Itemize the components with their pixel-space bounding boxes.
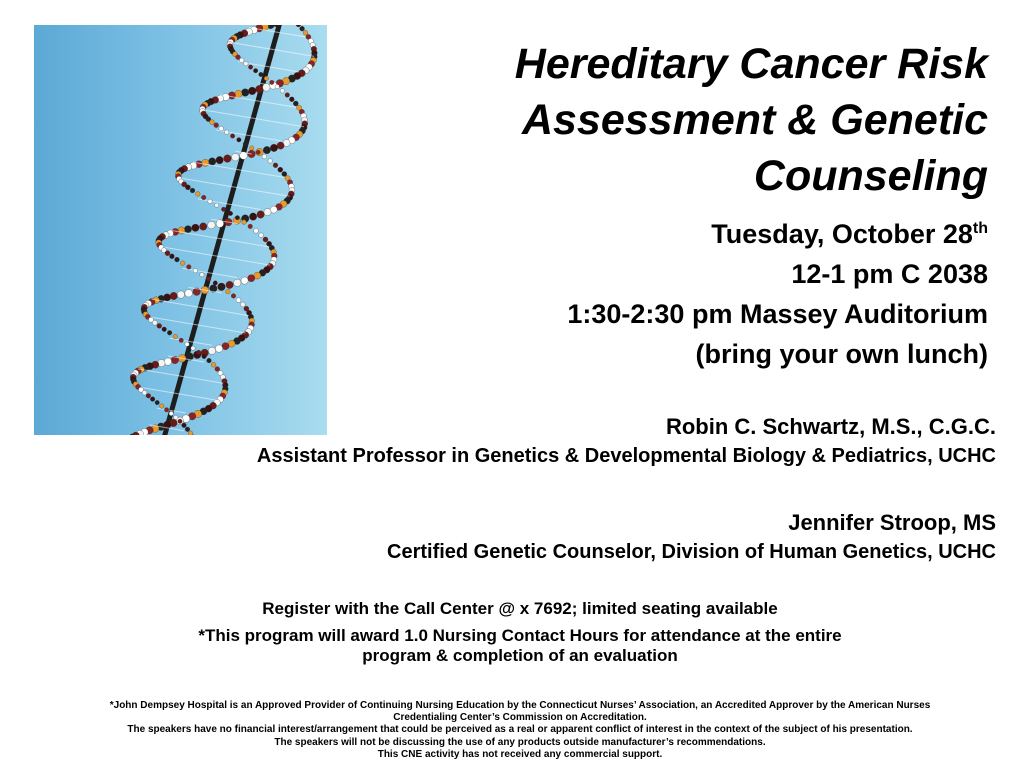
dna-atom bbox=[250, 146, 254, 150]
dna-atom bbox=[164, 358, 171, 365]
dna-atom bbox=[182, 423, 187, 428]
dna-atom bbox=[155, 400, 159, 404]
dna-atom bbox=[239, 58, 244, 63]
dna-double-helix-image bbox=[34, 25, 327, 435]
dna-atom bbox=[273, 163, 278, 168]
fine-print-line-3: The speakers have no financial interest/arrangement that could be perceived as a real or apparent conflict of interest in the context of the subject of his presentation. bbox=[127, 724, 913, 735]
dna-atom bbox=[236, 298, 241, 303]
dna-atom bbox=[243, 142, 247, 146]
dna-atom bbox=[263, 84, 271, 92]
dna-atom bbox=[224, 130, 229, 135]
dna-atom bbox=[240, 302, 245, 307]
register-text: Register with the Call Center @ x 7692; limited seating available bbox=[262, 599, 778, 618]
dna-atom bbox=[201, 195, 206, 200]
dna-atom bbox=[264, 76, 268, 80]
dna-atom bbox=[232, 153, 240, 161]
dna-atom bbox=[248, 224, 253, 229]
dna-atom bbox=[259, 233, 264, 238]
dna-atom bbox=[146, 394, 151, 399]
dna-atom bbox=[187, 265, 192, 270]
dna-atom bbox=[150, 397, 155, 402]
dna-atom bbox=[235, 90, 242, 97]
dna-atom bbox=[263, 146, 270, 153]
dna-atom bbox=[197, 350, 201, 354]
dna-atom bbox=[228, 211, 232, 215]
dna-atom bbox=[191, 346, 195, 350]
dna-atom bbox=[268, 159, 273, 164]
dna-atom bbox=[180, 261, 185, 266]
dna-atom bbox=[253, 69, 257, 73]
dna-atom bbox=[173, 334, 177, 338]
dna-atom bbox=[293, 101, 298, 106]
dna-atom bbox=[179, 338, 183, 342]
fine-print-line-5: This CNE activity has not received any commercial support. bbox=[377, 749, 663, 760]
dna-atom bbox=[192, 224, 199, 231]
dna-atom bbox=[165, 251, 170, 256]
accreditation-fine-print bbox=[30, 700, 1010, 761]
session-1: 12-1 pm C 2038 bbox=[791, 259, 988, 289]
dna-atom bbox=[282, 172, 287, 177]
dna-atom bbox=[244, 61, 249, 66]
dna-atom bbox=[263, 237, 268, 242]
dna-atom bbox=[190, 188, 195, 193]
schedule-block bbox=[388, 214, 988, 374]
event-date-main: Tuesday, October 28 bbox=[711, 219, 973, 249]
dna-atom bbox=[160, 404, 164, 408]
dna-atom bbox=[220, 285, 224, 289]
dna-atom bbox=[193, 269, 197, 273]
speaker-2-role: Certified Genetic Counselor, Division of Human Genetics, UCHC bbox=[387, 541, 996, 563]
dna-atom bbox=[226, 281, 233, 288]
dna-atom bbox=[216, 156, 223, 163]
dna-atom bbox=[219, 126, 224, 131]
dna-atom bbox=[264, 209, 271, 216]
speaker-1 bbox=[257, 412, 996, 470]
dna-atom bbox=[222, 343, 229, 350]
session-2: 1:30-2:30 pm Massey Auditorium bbox=[567, 299, 988, 329]
dna-atom bbox=[196, 192, 201, 197]
dna-atom bbox=[162, 327, 167, 332]
dna-atom bbox=[235, 216, 239, 220]
dna-atom bbox=[188, 431, 193, 435]
dna-atom bbox=[270, 144, 277, 151]
title-line-2: Assessment & Genetic bbox=[521, 96, 988, 144]
dna-atom bbox=[285, 93, 290, 98]
dna-atom bbox=[231, 294, 236, 299]
event-date-suffix: th bbox=[972, 220, 988, 237]
dna-atom bbox=[184, 226, 191, 233]
dna-atom bbox=[248, 275, 255, 282]
lunch-note: (bring your own lunch) bbox=[695, 339, 988, 369]
dna-atom bbox=[178, 419, 182, 423]
dna-atom bbox=[300, 26, 305, 31]
dna-atom bbox=[185, 342, 189, 346]
fine-print-line-4: The speakers will not be discussing the use of any products outside manufacturer’s recommendations. bbox=[274, 736, 766, 748]
dna-atom bbox=[277, 142, 284, 149]
dna-atom bbox=[169, 411, 173, 415]
dna-atom bbox=[296, 25, 301, 27]
dna-atom bbox=[211, 362, 216, 367]
title-line-1: Hereditary Cancer Risk bbox=[514, 40, 988, 88]
dna-atom bbox=[200, 223, 207, 230]
title-line-3: Counseling bbox=[753, 152, 988, 200]
dna-atom bbox=[280, 89, 285, 94]
dna-atom bbox=[202, 354, 207, 359]
dna-atom bbox=[256, 85, 264, 93]
dna-atom bbox=[241, 277, 248, 284]
dna-atom bbox=[213, 281, 217, 285]
dna-atom bbox=[215, 367, 220, 372]
dna-atom bbox=[142, 390, 147, 395]
dna-atom bbox=[249, 213, 256, 220]
dna-atom bbox=[226, 289, 231, 294]
dna-atom bbox=[257, 211, 264, 218]
dna-atom bbox=[185, 289, 193, 297]
dna-atom bbox=[248, 87, 256, 95]
dna-atom bbox=[174, 415, 178, 419]
dna-atom bbox=[256, 150, 260, 154]
dna-atom bbox=[254, 228, 259, 233]
dna-atom bbox=[207, 358, 212, 363]
dna-atom bbox=[237, 138, 241, 142]
dna-atom bbox=[278, 167, 283, 172]
dna-atom bbox=[207, 277, 211, 281]
dna-atom bbox=[236, 55, 241, 60]
dna-atom bbox=[208, 199, 212, 203]
dna-atom bbox=[270, 206, 277, 213]
fine-print-line-2: Credentialing Center’s Commission on Accreditation. bbox=[393, 711, 647, 723]
registration-info bbox=[30, 598, 1010, 666]
dna-atom bbox=[289, 97, 294, 102]
contact-hours-line-1: *This program will award 1.0 Nursing Contact Hours for attendance at the entire bbox=[198, 626, 842, 645]
dna-atom bbox=[230, 134, 234, 138]
dna-atom bbox=[202, 159, 209, 166]
dna-atom bbox=[167, 331, 172, 336]
dna-atom bbox=[262, 154, 267, 159]
dna-atom bbox=[152, 320, 157, 325]
dna-atom bbox=[164, 408, 168, 412]
dna-atom bbox=[270, 80, 274, 84]
dna-atom bbox=[234, 279, 241, 286]
speaker-2 bbox=[387, 508, 996, 566]
dna-atom bbox=[215, 203, 219, 207]
dna-atom bbox=[200, 273, 204, 277]
fine-print-line-1: *John Dempsey Hospital is an Approved Provider of Continuing Nursing Education by the Connecticut Nurses’ Association, an Accredited Approver by the American Nurses bbox=[109, 700, 931, 711]
dna-atom bbox=[185, 427, 190, 432]
dna-atom bbox=[170, 292, 177, 299]
dna-atom bbox=[303, 30, 308, 35]
dna-atom bbox=[214, 123, 219, 128]
event-date bbox=[388, 214, 988, 254]
dna-atom bbox=[170, 254, 175, 259]
dna-atom bbox=[215, 345, 222, 352]
dna-atom bbox=[157, 324, 162, 329]
dna-atom bbox=[208, 221, 216, 229]
contact-hours-note bbox=[30, 626, 1010, 666]
speaker-1-name: Robin C. Schwartz, M.S., C.G.C. bbox=[665, 414, 996, 439]
dna-atom bbox=[210, 120, 215, 125]
dna-atom bbox=[175, 257, 180, 262]
speaker-1-role: Assistant Professor in Genetics & Developmental Biology & Pediatrics, UCHC bbox=[256, 445, 996, 467]
contact-hours-line-2: program & completion of an evaluation bbox=[362, 646, 678, 665]
flyer-title bbox=[388, 36, 988, 204]
dna-atom bbox=[241, 89, 249, 97]
dna-atom bbox=[209, 158, 216, 165]
dna-atom bbox=[221, 207, 225, 211]
dna-atom bbox=[259, 72, 263, 76]
speaker-2-name: Jennifer Stroop, MS bbox=[788, 510, 996, 535]
dna-atom bbox=[242, 220, 247, 225]
dna-atom bbox=[275, 84, 279, 88]
dna-atom bbox=[185, 185, 190, 190]
dna-atom bbox=[224, 155, 232, 163]
dna-atom bbox=[177, 291, 184, 298]
dna-atom bbox=[208, 347, 215, 354]
dna-atom bbox=[248, 65, 252, 69]
dna-helix-illustration bbox=[34, 25, 327, 435]
